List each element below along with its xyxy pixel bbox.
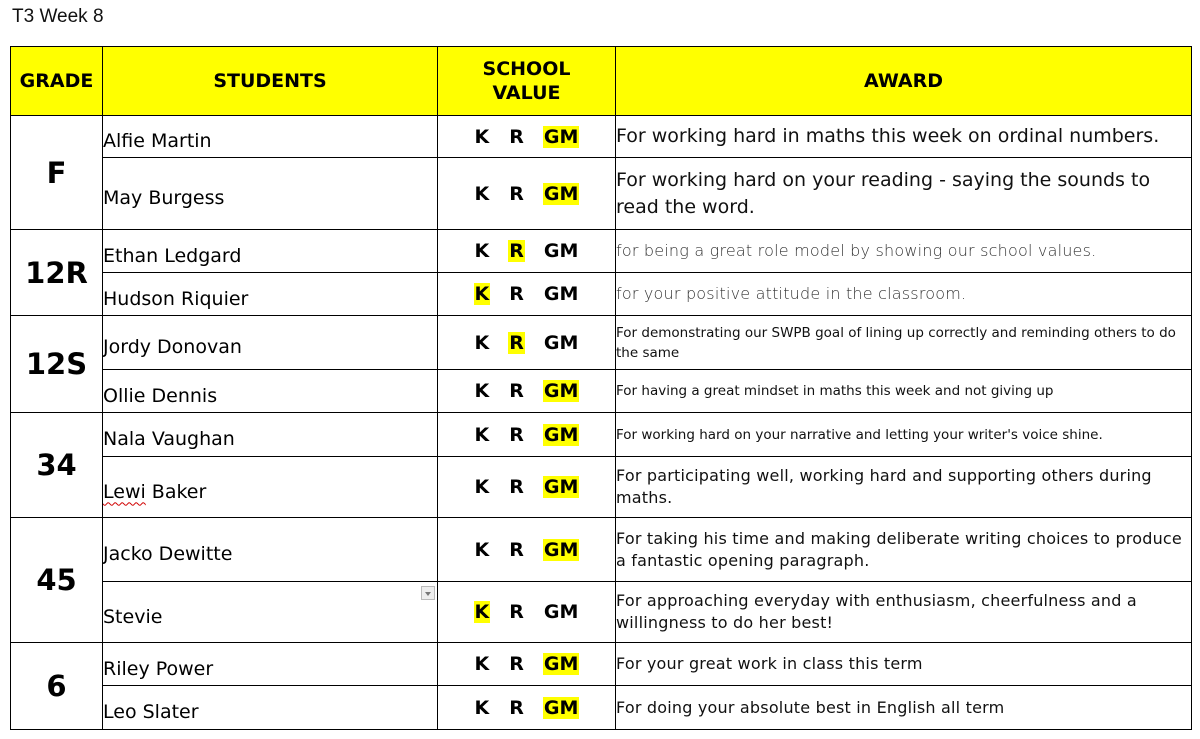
value-letter-k: K (474, 423, 490, 446)
value-letter-k: K (474, 331, 490, 354)
award-cell[interactable]: For working hard in maths this week on ordinal numbers. (616, 116, 1192, 158)
value-letter-r: R (509, 331, 524, 354)
value-letter-k: K (474, 696, 490, 719)
value-letter-k: K (474, 476, 490, 498)
value-letter-r: R (509, 240, 524, 262)
student-name: Ethan Ledgard (103, 244, 242, 267)
value-letter-r: R (509, 538, 524, 561)
table-row (11, 316, 1192, 370)
award-cell[interactable]: For approaching everyday with enthusiasm, cheerfulness and a willingness to do her best! (616, 582, 1192, 643)
value-letter-r: R (509, 182, 524, 205)
header-award: AWARD (616, 47, 1192, 116)
grade-cell: 6 (11, 643, 103, 730)
grade-cell: 34 (11, 413, 103, 518)
table-row (11, 457, 1192, 518)
value-letter-r: R (509, 696, 524, 719)
value-letter-r: R (509, 476, 524, 498)
value-letter-gm: GM (543, 283, 579, 305)
school-value-cell (438, 116, 616, 158)
value-letter-r: R (509, 653, 524, 675)
student-name: May Burgess (103, 187, 225, 209)
student-cell[interactable] (103, 686, 438, 730)
value-letter-gm: GM (543, 653, 579, 675)
header-school-value (438, 47, 616, 116)
table-row (11, 518, 1192, 582)
table-row (11, 273, 1192, 316)
student-name: Lewi Baker (103, 480, 207, 503)
student-name: Leo Slater (103, 701, 199, 723)
value-letter-k: K (474, 240, 490, 262)
student-name: Alfie Martin (103, 130, 212, 152)
table-row (11, 686, 1192, 730)
school-value-cell (438, 582, 616, 643)
value-letter-k: K (474, 538, 490, 561)
value-letter-r: R (509, 125, 524, 148)
student-cell[interactable] (103, 582, 438, 643)
school-value-cell (438, 518, 616, 582)
value-letter-gm: GM (543, 125, 579, 148)
award-cell[interactable]: For doing your absolute best in English all term (616, 686, 1192, 730)
grade-cell: 45 (11, 518, 103, 643)
student-cell[interactable] (103, 413, 438, 457)
value-letter-r: R (509, 283, 524, 305)
value-letter-k: K (474, 653, 490, 675)
document-title: T3 Week 8 (12, 6, 104, 27)
header-students: STUDENTS (103, 47, 438, 116)
student-cell[interactable] (103, 518, 438, 582)
student-name: Jordy Donovan (103, 336, 242, 358)
school-value-cell (438, 413, 616, 457)
table-row (11, 643, 1192, 686)
school-value-cell (438, 230, 616, 273)
grade-cell: 12R (11, 230, 103, 316)
value-letter-k: K (474, 283, 490, 305)
student-name: Nala Vaughan (103, 428, 235, 450)
student-name: Hudson Riquier (103, 287, 249, 310)
award-cell[interactable]: for being a great role model by showing our school values. (616, 230, 1192, 273)
table-header (11, 47, 1192, 116)
table-row (11, 582, 1192, 643)
school-value-cell (438, 643, 616, 686)
school-value-cell (438, 457, 616, 518)
award-cell[interactable]: For participating well, working hard and supporting others during maths. (616, 457, 1192, 518)
award-cell[interactable]: For working hard on your narrative and letting your writer's voice shine. (616, 413, 1192, 457)
grade-cell: 12S (11, 316, 103, 413)
school-value-cell (438, 686, 616, 730)
table-body (11, 116, 1192, 730)
award-cell[interactable]: For demonstrating our SWPB goal of lining up correctly and reminding others to do the same (616, 316, 1192, 370)
table-row (11, 158, 1192, 230)
value-letter-gm: GM (543, 331, 579, 354)
award-cell[interactable]: For your great work in class this term (616, 643, 1192, 686)
value-letter-gm: GM (543, 476, 579, 498)
value-letter-k: K (474, 182, 490, 205)
school-value-cell (438, 158, 616, 230)
header-school-value-line1: SCHOOL (482, 58, 571, 80)
value-letter-r: R (509, 423, 524, 446)
award-cell[interactable]: For having a great mindset in maths this week and not giving up (616, 370, 1192, 413)
student-name: Jacko Dewitte (103, 543, 233, 565)
award-cell[interactable]: For working hard on your reading - saying the sounds to read the word. (616, 158, 1192, 230)
table-row (11, 413, 1192, 457)
table-row (11, 116, 1192, 158)
student-name: Stevie (103, 605, 163, 628)
value-letter-gm: GM (543, 182, 579, 205)
grade-cell: F (11, 116, 103, 230)
student-cell[interactable] (103, 116, 438, 158)
value-letter-k: K (474, 380, 490, 402)
table-row (11, 230, 1192, 273)
student-cell[interactable] (103, 457, 438, 518)
award-cell[interactable]: For taking his time and making deliberate writing choices to produce a fantastic opening paragraph. (616, 518, 1192, 582)
value-letter-r: R (509, 601, 524, 623)
school-value-cell (438, 273, 616, 316)
value-letter-gm: GM (543, 696, 579, 719)
value-letter-k: K (474, 601, 490, 623)
student-cell[interactable] (103, 643, 438, 686)
student-cell[interactable] (103, 316, 438, 370)
value-letter-gm: GM (543, 380, 579, 402)
student-cell[interactable] (103, 370, 438, 413)
award-cell[interactable]: for your positive attitude in the classroom. (616, 273, 1192, 316)
header-grade: GRADE (11, 47, 103, 116)
value-letter-gm: GM (543, 601, 579, 623)
table-row (11, 370, 1192, 413)
value-letter-gm: GM (543, 240, 579, 262)
student-cell[interactable] (103, 230, 438, 273)
value-letter-k: K (474, 125, 490, 148)
student-name: Riley Power (103, 657, 214, 680)
student-cell[interactable] (103, 158, 438, 230)
value-letter-r: R (509, 380, 524, 402)
school-value-cell (438, 316, 616, 370)
dropdown-arrow-icon[interactable] (421, 586, 435, 600)
awards-table (10, 46, 1192, 730)
student-cell[interactable] (103, 273, 438, 316)
value-letter-gm: GM (543, 538, 579, 561)
value-letter-gm: GM (543, 423, 579, 446)
header-school-value-line2: VALUE (492, 82, 561, 104)
student-name: Ollie Dennis (103, 384, 218, 407)
spellcheck-word[interactable]: Lewi (103, 480, 146, 503)
school-value-cell (438, 370, 616, 413)
